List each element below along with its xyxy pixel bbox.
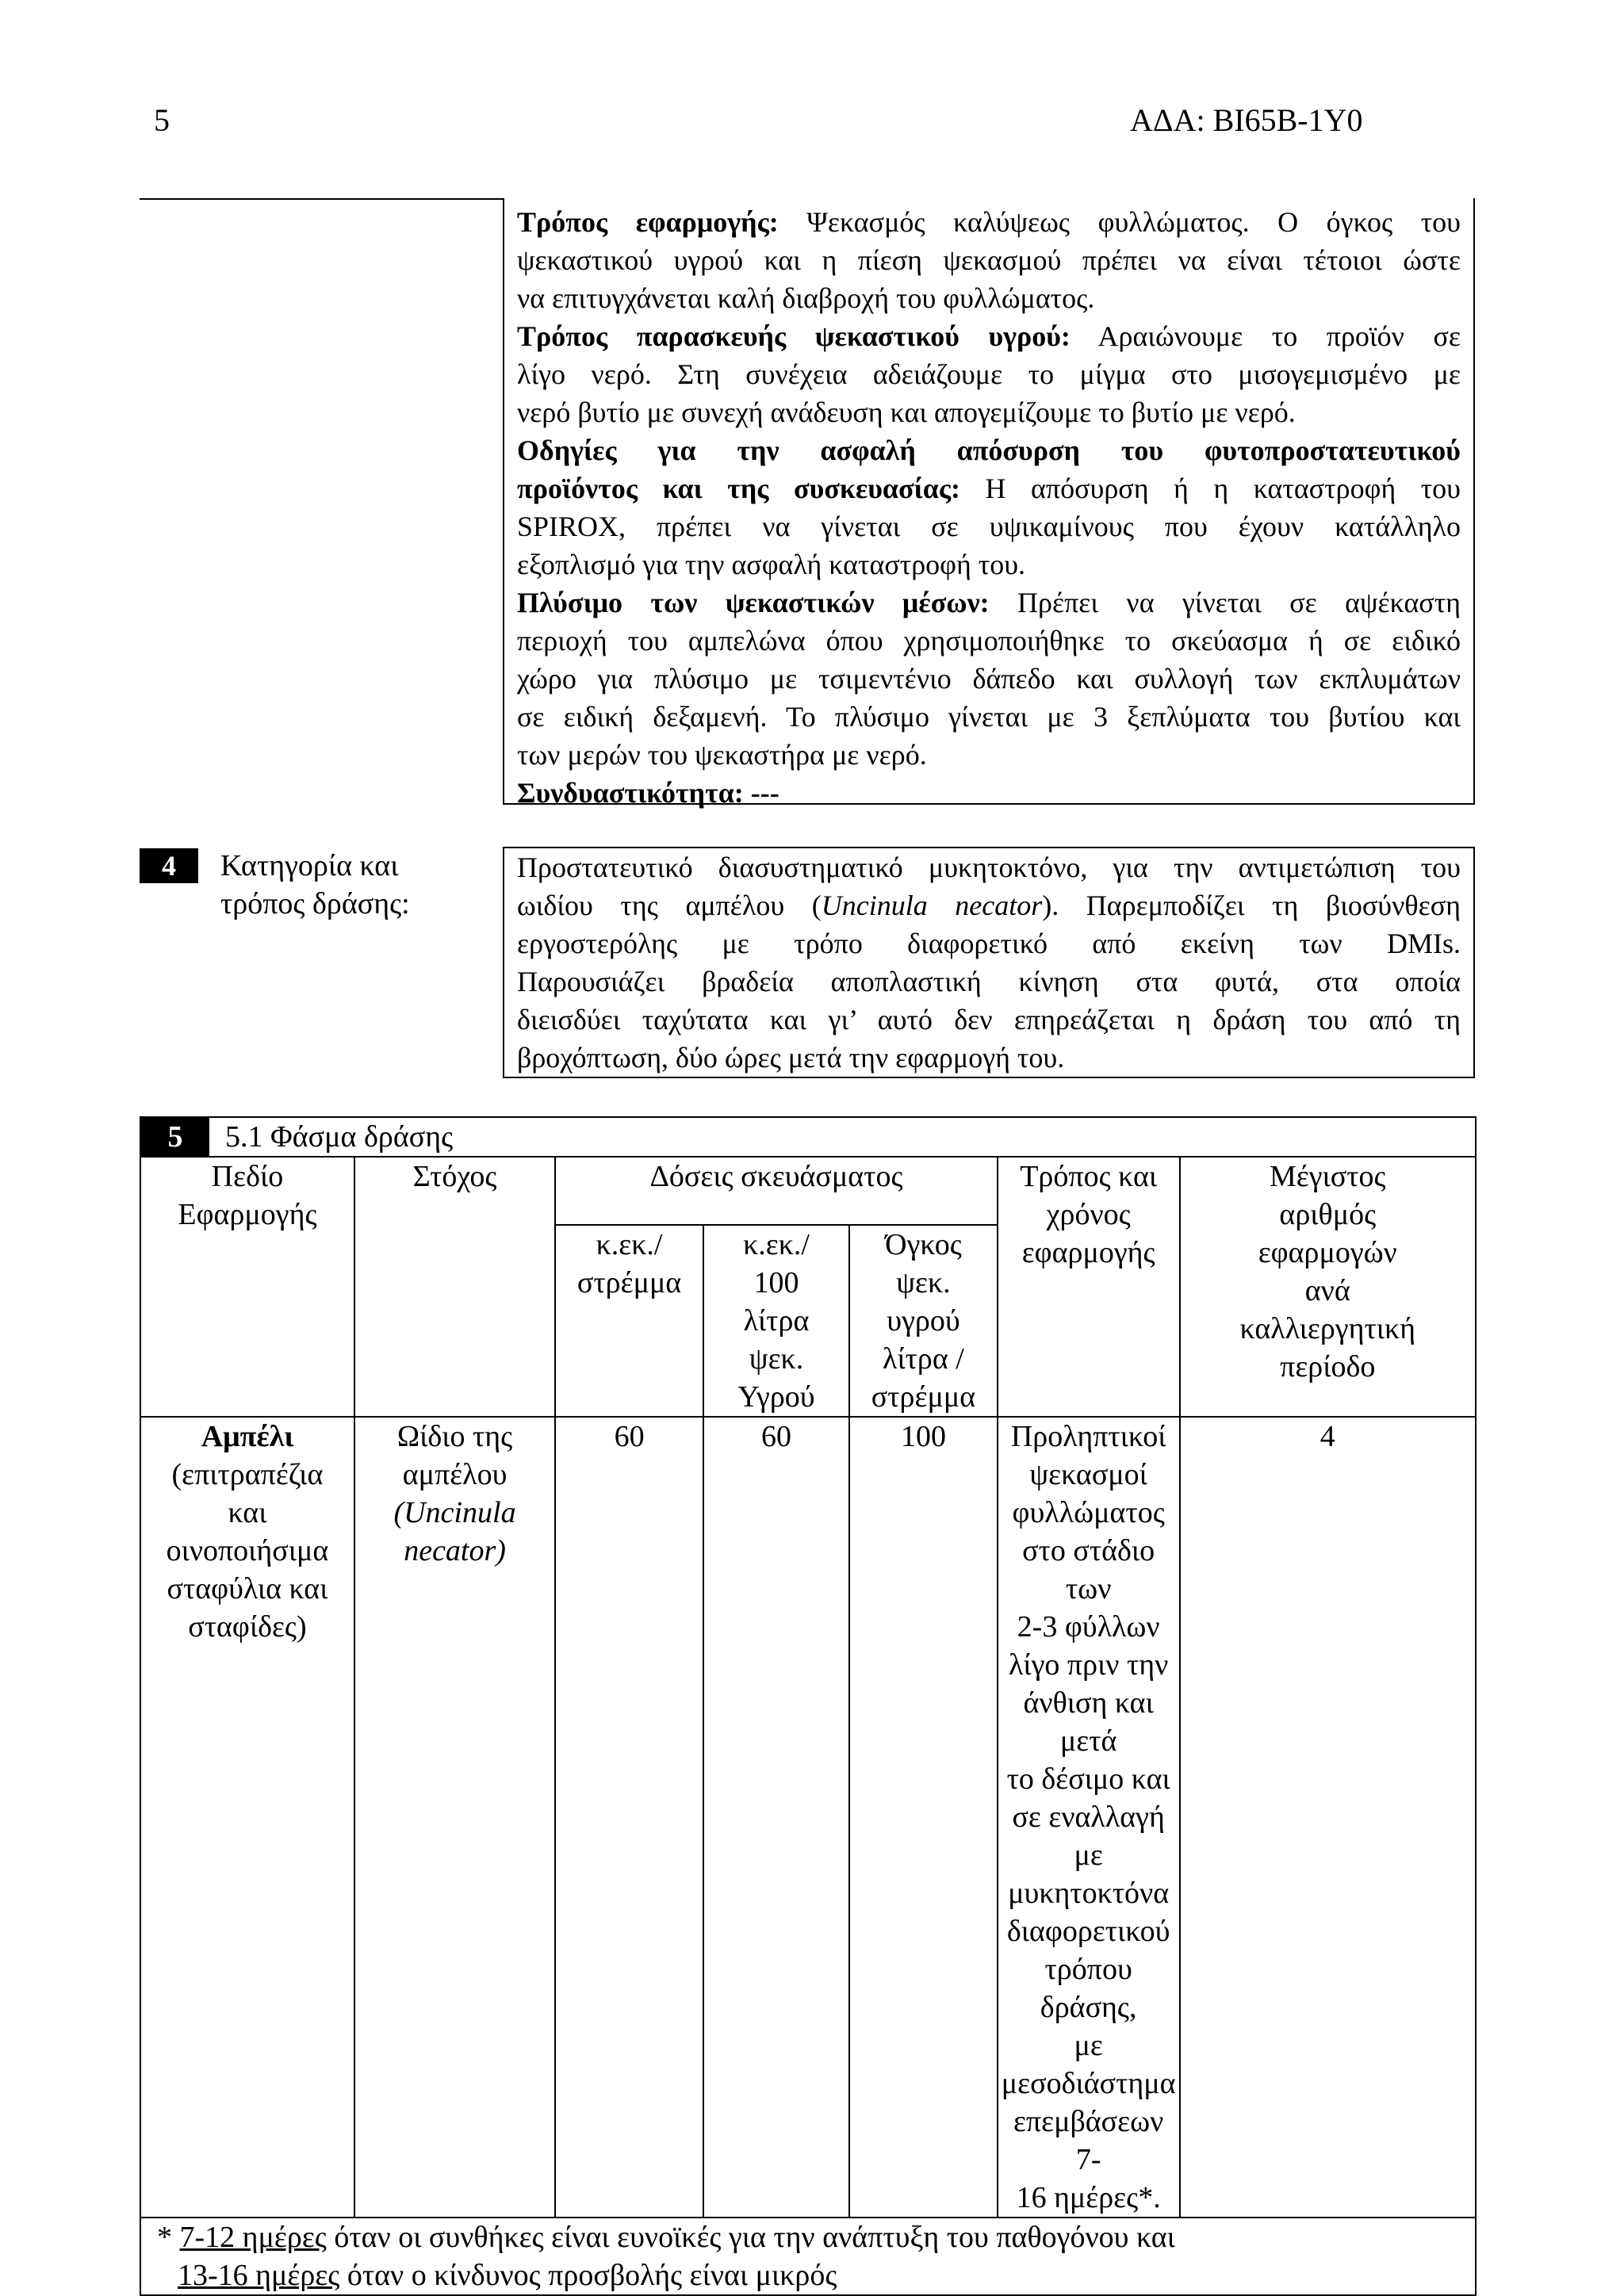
section5-number: 5	[141, 1118, 209, 1156]
cell-max-apps: 4	[1180, 1417, 1476, 2218]
s3-line: Πλύσιμο των ψεκαστικών μέσων: Πρέπει να γίνεται σε αψέκαστη	[517, 587, 1461, 618]
s3-line: λίγο νερό. Στη συνέχεια αδειάζουμε το μίγμα στο μισογεμισμένο με	[517, 358, 1461, 390]
s3-line: περιοχή του αμπελώνα όπου χρησιμοποιήθηκε το σκεύασμα ή σε ειδικό	[517, 625, 1461, 656]
s3-line: Οδηγίες για την ασφαλή απόσυρση του φυτοπροστατευτικού	[517, 434, 1461, 466]
s4-line: ωιδίου της αμπέλου (Uncinula necator). Παρεμποδίζει τη βιοσύνθεση	[517, 890, 1461, 921]
table-row	[140, 1417, 1476, 2218]
section5-title: 5.1 Φάσμα δράσης	[225, 1120, 454, 1154]
header-field: Πεδίο Εφαρμογής	[140, 1157, 354, 1417]
section3-left-rule	[140, 198, 503, 200]
header-dose-per-100l: κ.εκ./ 100 λίτρα ψεκ. Υγρού	[703, 1225, 849, 1417]
page-number: 5	[154, 102, 170, 138]
section4-number: 4	[140, 848, 198, 883]
header-dose-per-stremma: κ.εκ./ στρέμμα	[555, 1225, 703, 1417]
cell-target: Ωίδιο της αμπέλου (Uncinula necator)	[354, 1417, 555, 2218]
s3-line: SPIROX, πρέπει να γίνεται σε υψικαμίνους που έχουν κατάλληλο	[517, 511, 1461, 542]
s3-line: να επιτυγχάνεται καλή διαβροχή του φυλλώματος.	[517, 282, 1095, 314]
s3-line: προϊόντος και της συσκευασίας: Η απόσυρση ή η καταστροφή του	[517, 473, 1461, 504]
section4-label-line2: τρόπος δράσης:	[220, 887, 410, 920]
s4-line: βροχόπτωση, δύο ώρες μετά την εφαρμογή του.	[517, 1042, 1065, 1073]
s3-line: χώρο για πλύσιμο με τσιμεντένιο δάπεδο και συλλογή των εκπλυμάτων	[517, 663, 1461, 695]
section4-box	[503, 847, 1475, 1078]
section3-box	[503, 198, 1475, 809]
cell-method: Προληπτικοί ψεκασμοί φυλλώματος στο στάδιο των 2-3 φύλλων λίγο πριν την άνθιση και μετά το δέσιμο και σε εναλλαγή με μυκητοκτόνα διαφορετικού τρόπου δράσης, με μεσοδιάστημα επεμβάσεων 7- 16 ημέρες*.	[998, 1417, 1180, 2218]
header-method: Τρόπος και χρόνος εφαρμογής	[998, 1157, 1180, 1417]
header-max-apps: Μέγιστος αριθμός εφαρμογών ανά καλλιεργητική περίοδο	[1180, 1157, 1476, 1417]
section5-title-cell	[140, 1117, 1476, 1157]
footnote-row	[140, 2218, 1476, 2295]
section4-label-line1: Κατηγορία και	[220, 849, 399, 882]
spectrum-table	[140, 1116, 1477, 2296]
s4-line: Προστατευτικό διασυστηματικό μυκητοκτόνο, για την αντιμετώπιση του	[517, 851, 1461, 883]
section5-header-row	[140, 1117, 1476, 1157]
s3-line: ψεκαστικού υγρού και η πίεση ψεκασμού πρέπει να είναι τέτοιοι ώστε	[517, 244, 1461, 276]
footnote: * 7-12 ημέρες όταν οι συνθήκες είναι ευνοϊκές για την ανάπτυξη του παθογόνου και 13-16 ημέρες όταν ο κίνδυνος προσβολής είναι μικρός	[140, 2218, 1476, 2295]
s3-line: Τρόπος παρασκευής ψεκαστικού υγρού: Αραιώνουμε το προϊόν σε	[517, 320, 1461, 352]
ada-code: ΑΔΑ: ΒΙ65Β-1Υ0	[1130, 102, 1363, 138]
s3-line: Τρόπος εφαρμογής: Ψεκασμός καλύψεως φυλλώματος. Ο όγκος του	[517, 206, 1461, 238]
s3-line: Συνδυαστικότητα: ---	[517, 777, 779, 809]
cell-dose-per-100l: 60	[703, 1417, 849, 2218]
s4-line: εργοστερόλης με τρόπο διαφορετικό από εκείνη των DMIs.	[517, 928, 1461, 959]
table-header-row	[140, 1157, 1476, 1225]
header-volume: Όγκος ψεκ. υγρού λίτρα / στρέμμα	[849, 1225, 998, 1417]
s3-line: νερό βυτίο με συνεχή ανάδευση και απογεμίζουμε το βυτίο με νερό.	[517, 396, 1296, 428]
cell-field: Αμπέλι (επιτραπέζια και οινοποιήσιμα σταφύλια και σταφίδες)	[140, 1417, 354, 2218]
cell-volume: 100	[849, 1417, 998, 2218]
s3-line: των μερών του ψεκαστήρα με νερό.	[517, 739, 927, 771]
cell-dose-per-stremma: 60	[555, 1417, 703, 2218]
header-target: Στόχος	[354, 1157, 555, 1417]
s4-line: διεισδύει ταχύτατα και γι’ αυτό δεν επηρεάζεται η δράση του από τη	[517, 1004, 1461, 1035]
s3-line: σε ειδική δεξαμενή. Το πλύσιμο γίνεται με 3 ξεπλύματα του βυτίου και	[517, 701, 1461, 733]
s4-line: Παρουσιάζει βραδεία αποπλαστική κίνηση στα φυτά, στα οποία	[517, 966, 1461, 997]
s3-line: εξοπλισμό για την ασφαλή καταστροφή του.	[517, 549, 1026, 580]
header-doses: Δόσεις σκευάσματος	[555, 1157, 998, 1225]
